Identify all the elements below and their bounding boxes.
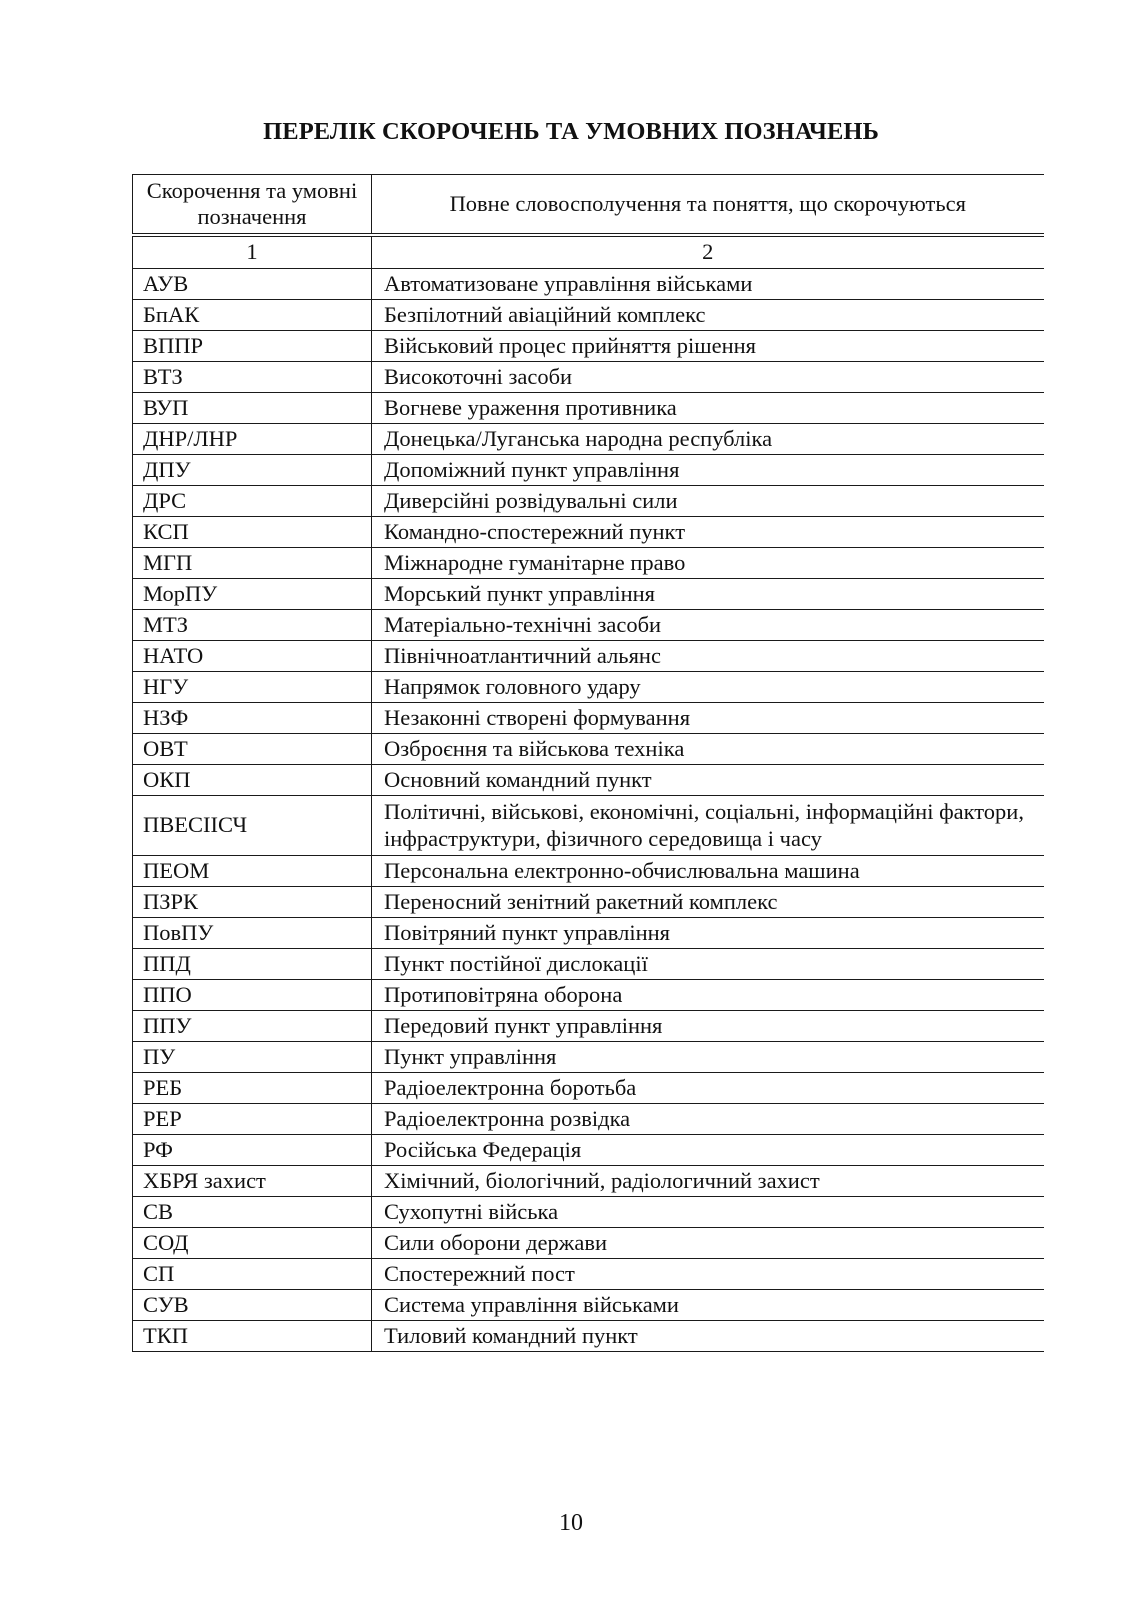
meaning-cell: Російська Федерація (372, 1135, 1044, 1166)
abbreviation-cell: ППО (133, 980, 372, 1011)
abbreviation-cell: ДНР/ЛНР (133, 424, 372, 455)
meaning-cell: Основний командний пункт (372, 765, 1044, 796)
abbreviation-cell: ХБРЯ захист (133, 1166, 372, 1197)
meaning-cell: Матеріально-технічні засоби (372, 610, 1044, 641)
table-row (133, 641, 1044, 672)
meaning-cell: Хімічний, біологічний, радіологичний захист (372, 1166, 1044, 1197)
table-body (133, 269, 1044, 1352)
abbreviation-cell: МорПУ (133, 579, 372, 610)
abbreviation-cell: НЗФ (133, 703, 372, 734)
meaning-cell: Пункт постійної дислокації (372, 949, 1044, 980)
meaning-cell: Політичні, військові, економічні, соціальні, інформаційні фактори, інфраструктури, фізичного середовища і часу (372, 796, 1044, 856)
meaning-cell: Передовий пункт управління (372, 1011, 1044, 1042)
table-row (133, 1321, 1044, 1352)
table-row (133, 517, 1044, 548)
meaning-cell: Озброєння та військова техніка (372, 734, 1044, 765)
page-title: ПЕРЕЛІК СКОРОЧЕНЬ ТА УМОВНИХ ПОЗНАЧЕНЬ (263, 118, 879, 145)
abbreviation-cell: РЕБ (133, 1073, 372, 1104)
abbreviation-cell: СП (133, 1259, 372, 1290)
table-row (133, 672, 1044, 703)
meaning-cell: Північноатлантичний альянс (372, 641, 1044, 672)
table-row (133, 949, 1044, 980)
meaning-cell: Переносний зенітний ракетний комплекс (372, 887, 1044, 918)
meaning-cell: Сухопутні війська (372, 1197, 1044, 1228)
meaning-cell: Сили оборони держави (372, 1228, 1044, 1259)
abbreviation-cell: ДРС (133, 486, 372, 517)
table-row (133, 269, 1044, 300)
meaning-cell: Система управління військами (372, 1290, 1044, 1321)
abbreviation-cell: СВ (133, 1197, 372, 1228)
abbreviation-cell: ОВТ (133, 734, 372, 765)
abbreviation-cell: ВТЗ (133, 362, 372, 393)
header-abbreviation: Скорочення та умовні позначення (133, 175, 372, 235)
meaning-cell: Персональна електронно-обчислювальна машина (372, 856, 1044, 887)
abbreviations-table (132, 174, 1044, 1352)
meaning-cell: Допоміжний пункт управління (372, 455, 1044, 486)
abbreviation-cell: ПовПУ (133, 918, 372, 949)
meaning-cell: Вогневе ураження противника (372, 393, 1044, 424)
meaning-cell: Радіоелектронна боротьба (372, 1073, 1044, 1104)
table-row (133, 1259, 1044, 1290)
table-row (133, 1228, 1044, 1259)
table-row (133, 856, 1044, 887)
meaning-cell: Командно-спостережний пункт (372, 517, 1044, 548)
abbreviation-cell: ОКП (133, 765, 372, 796)
meaning-cell: Радіоелектронна розвідка (372, 1104, 1044, 1135)
table-row (133, 610, 1044, 641)
table-row (133, 918, 1044, 949)
meaning-cell: Незаконні створені формування (372, 703, 1044, 734)
table-row (133, 796, 1044, 856)
table-row (133, 703, 1044, 734)
abbreviation-cell: ДПУ (133, 455, 372, 486)
meaning-cell: Повітряний пункт управління (372, 918, 1044, 949)
meaning-cell: Спостережний пост (372, 1259, 1044, 1290)
table-row (133, 486, 1044, 517)
abbreviation-cell: ВППР (133, 331, 372, 362)
meaning-cell: Автоматизоване управління військами (372, 269, 1044, 300)
header-full-meaning: Повне словосполучення та поняття, що скорочуються (372, 175, 1044, 235)
table-row (133, 1104, 1044, 1135)
table-row (133, 300, 1044, 331)
table-row (133, 424, 1044, 455)
meaning-cell: Морський пункт управління (372, 579, 1044, 610)
meaning-cell: Донецька/Луганська народна республіка (372, 424, 1044, 455)
abbreviation-cell: МТЗ (133, 610, 372, 641)
column-number-1: 1 (133, 235, 372, 269)
abbreviation-cell: НАТО (133, 641, 372, 672)
abbreviation-cell: ПЕОМ (133, 856, 372, 887)
abbreviation-cell: АУВ (133, 269, 372, 300)
table-row (133, 393, 1044, 424)
abbreviation-cell: ППУ (133, 1011, 372, 1042)
abbreviation-cell: ПЗРК (133, 887, 372, 918)
table-row (133, 1197, 1044, 1228)
meaning-cell: Диверсійні розвідувальні сили (372, 486, 1044, 517)
abbreviation-cell: КСП (133, 517, 372, 548)
table-row (133, 1166, 1044, 1197)
table-row (133, 362, 1044, 393)
table-row (133, 331, 1044, 362)
table-row (133, 1011, 1044, 1042)
meaning-cell: Пункт управління (372, 1042, 1044, 1073)
abbreviation-cell: НГУ (133, 672, 372, 703)
abbreviation-cell: МГП (133, 548, 372, 579)
abbreviation-cell: РФ (133, 1135, 372, 1166)
table-row (133, 765, 1044, 796)
table-row (133, 548, 1044, 579)
meaning-cell: Безпілотний авіаційний комплекс (372, 300, 1044, 331)
meaning-cell: Тиловий командний пункт (372, 1321, 1044, 1352)
meaning-cell: Міжнародне гуманітарне право (372, 548, 1044, 579)
page-number: 10 (559, 1510, 583, 1536)
column-number-2: 2 (372, 235, 1044, 269)
table-row (133, 980, 1044, 1011)
abbreviation-cell: СОД (133, 1228, 372, 1259)
abbreviation-cell: ПВЕСІІСЧ (133, 796, 372, 856)
table-row (133, 887, 1044, 918)
meaning-cell: Військовий процес прийняття рішення (372, 331, 1044, 362)
table-row (133, 1290, 1044, 1321)
table-row (133, 1073, 1044, 1104)
meaning-cell: Протиповітряна оборона (372, 980, 1044, 1011)
column-number-row (133, 235, 1044, 269)
table-row (133, 1042, 1044, 1073)
abbreviation-cell: ВУП (133, 393, 372, 424)
table-row (133, 734, 1044, 765)
abbreviation-cell: ТКП (133, 1321, 372, 1352)
table-row (133, 1135, 1044, 1166)
abbreviation-cell: РЕР (133, 1104, 372, 1135)
meaning-cell: Високоточні засоби (372, 362, 1044, 393)
table-row (133, 579, 1044, 610)
abbreviation-cell: СУВ (133, 1290, 372, 1321)
meaning-cell: Напрямок головного удару (372, 672, 1044, 703)
abbreviation-cell: ППД (133, 949, 372, 980)
abbreviation-cell: БпАК (133, 300, 372, 331)
table-row (133, 455, 1044, 486)
abbreviation-cell: ПУ (133, 1042, 372, 1073)
table-header-row (133, 175, 1044, 235)
